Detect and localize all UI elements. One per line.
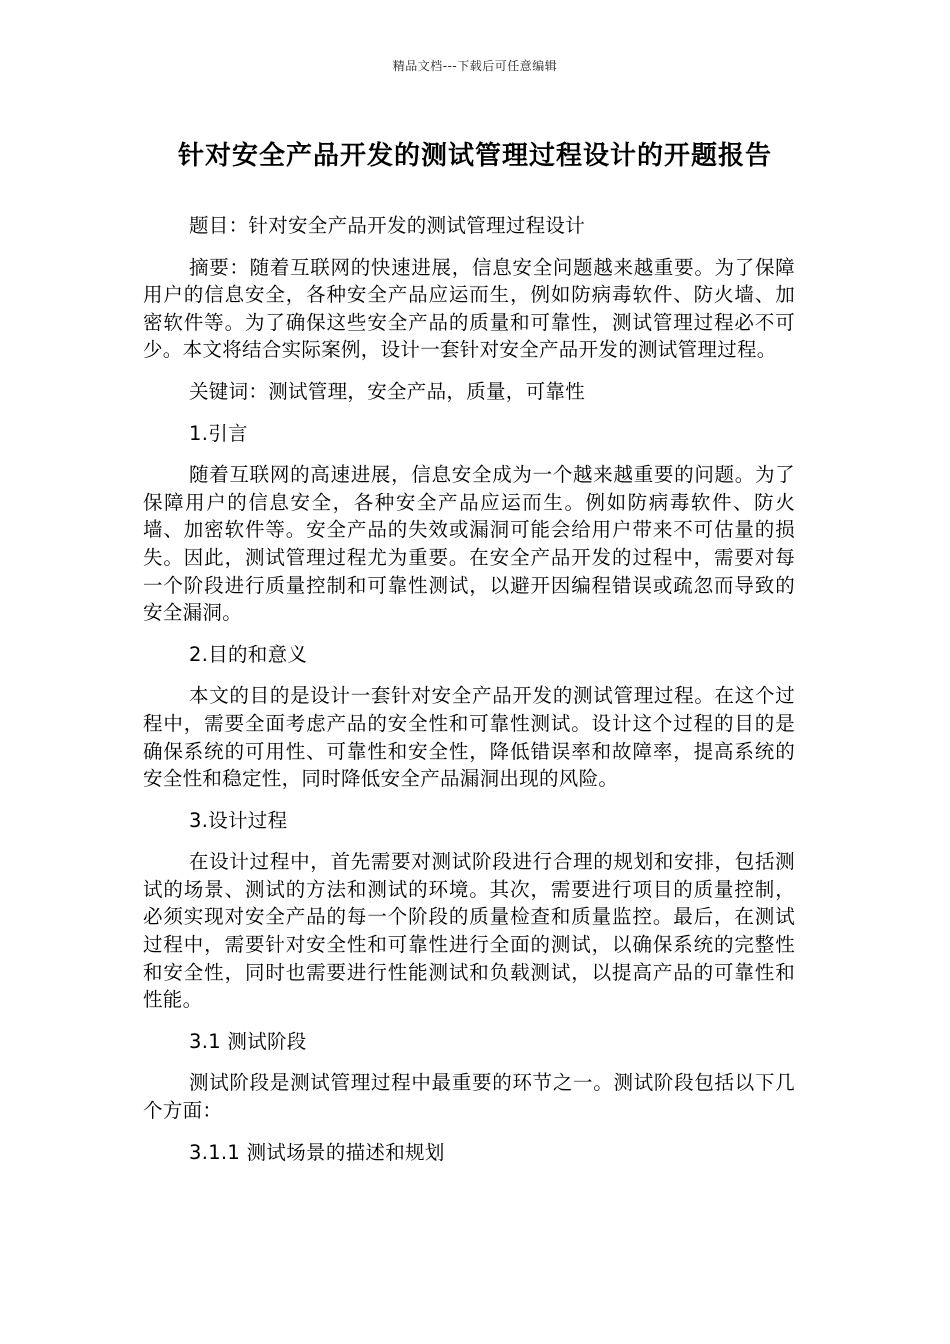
page-header-note: 精品文档---下载后可任意编辑 <box>392 59 558 73</box>
section-heading-test-phase: 3.1 测试阶段 <box>189 1029 307 1053</box>
section-heading-test-scenario: 3.1.1 测试场景的描述和规划 <box>189 1140 445 1164</box>
design-process-paragraph: 在设计过程中，首先需要对测试阶段进行合理的规划和安排，包括测试的场景、测试的方法和测试的环境。其次，需要进行项目的质量控制，必须实现对安全产品的每一个阶段的质量检查和质量监控。最后，在测试过程中，需要针对安全性和可靠性进行全面的测试，以确保系统的完整性和安全性，同时也需要进行性能测试和负载测试，以提高产品的可靠性和性能。 <box>143 850 795 1012</box>
introduction-paragraph: 随着互联网的高速进展，信息安全成为一个越来越重要的问题。为了保障用户的信息安全，各种安全产品应运而生。例如防病毒软件、防火墙、加密软件等。安全产品的失效或漏洞可能会给用户带来不可估量的损失。因此，测试管理过程尤为重要。在安全产品开发的过程中，需要对每一个阶段进行质量控制和可靠性测试，以避开因编程错误或疏忽而导致的安全漏洞。 <box>143 463 795 625</box>
section-heading-introduction: 1.引言 <box>189 421 248 445</box>
section-heading-design-process: 3.设计过程 <box>189 808 288 832</box>
document-title: 针对安全产品开发的测试管理过程设计的开题报告 <box>177 141 772 171</box>
purpose-paragraph: 本文的目的是设计一套针对安全产品开发的测试管理过程。在这个过程中，需要全面考虑产品的安全性和可靠性测试。设计这个过程的目的是确保系统的可用性、可靠性和安全性，降低错误率和故障率，提高系统的安全性和稳定性，同时降低安全产品漏洞出现的风险。 <box>143 684 795 791</box>
abstract-paragraph: 摘要：随着互联网的快速进展，信息安全问题越来越重要。为了保障用户的信息安全，各种安全产品应运而生，例如防病毒软件、防火墙、加密软件等。为了确保这些安全产品的质量和可靠性，测试管理过程必不可少。本文将结合实际案例，设计一套针对安全产品开发的测试管理过程。 <box>143 255 795 362</box>
test-phase-paragraph: 测试阶段是测试管理过程中最重要的环节之一。测试阶段包括以下几个方面： <box>143 1071 795 1123</box>
topic-paragraph: 题目：针对安全产品开发的测试管理过程设计 <box>189 214 586 237</box>
section-heading-purpose: 2.目的和意义 <box>189 642 308 666</box>
keywords-paragraph: 关键词：测试管理，安全产品，质量，可靠性 <box>189 379 586 403</box>
document-body <box>143 212 795 1180</box>
